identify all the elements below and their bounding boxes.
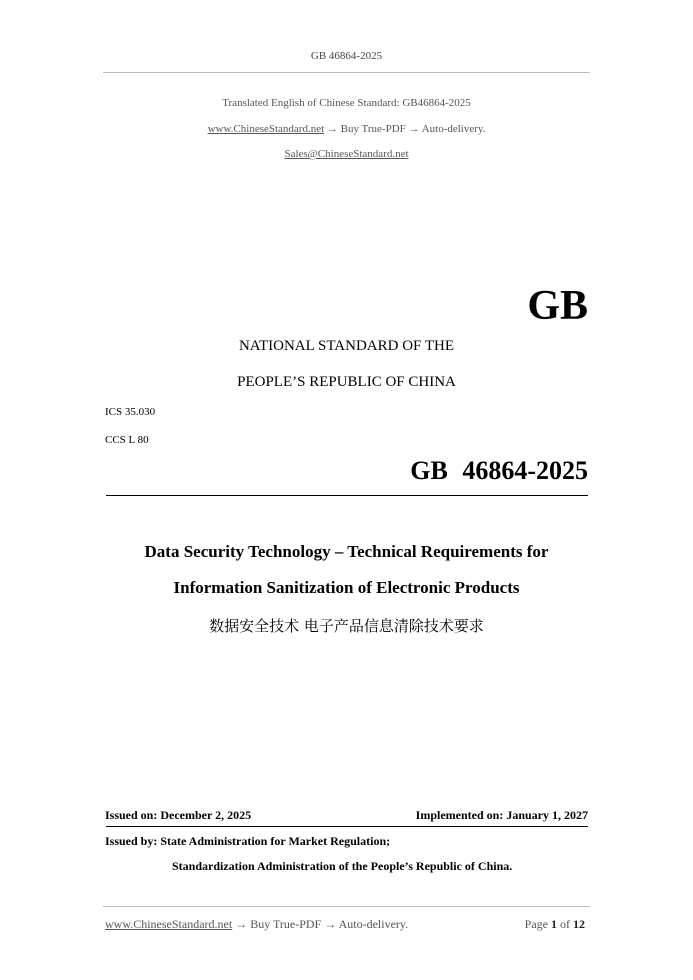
site-link[interactable]: www.ChineseStandard.net: [207, 123, 325, 135]
page-label: Page: [524, 917, 548, 931]
translation-notice: Translated English of Chinese Standard: GB46864-2025: [222, 97, 471, 109]
arrow-right-icon: →: [408, 123, 420, 135]
page-number: [525, 917, 585, 932]
title-line2: Information Sanitization of Electronic Products: [173, 578, 520, 597]
footer-purchase-line: [105, 917, 408, 932]
footer-delivery-text: Auto-delivery.: [338, 917, 409, 931]
issued-on: Issued on: December 2, 2025: [105, 808, 252, 822]
arrow-right-icon: →: [324, 917, 337, 931]
issued-by-line1: Issued by: State Administration for Market Regulation;: [105, 834, 391, 848]
footer-site-link[interactable]: www.ChineseStandard.net: [105, 917, 233, 931]
arrow-right-icon: →: [326, 123, 338, 135]
issued-by-line2: Standardization Administration of the People’s Republic of China.: [172, 859, 513, 873]
email-link[interactable]: Sales@ChineseStandard.net: [284, 148, 409, 160]
title-divider: [106, 495, 588, 496]
title-chinese: 数据安全技术 电子产品信息清除技术要求: [209, 617, 484, 635]
delivery-text: Auto-delivery.: [421, 123, 486, 135]
footer-buy-text: Buy True-PDF: [250, 917, 322, 931]
arrow-right-icon: →: [235, 917, 248, 931]
purchase-line: [0, 123, 693, 135]
footer-divider: [103, 906, 590, 907]
implemented-on: Implemented on: January 1, 2027: [415, 808, 588, 822]
title-line1: Data Security Technology – Technical Requirements for: [144, 542, 549, 561]
ccs-code: CCS L 80: [105, 434, 149, 446]
national-standard-line2: PEOPLE’S REPUBLIC OF CHINA: [237, 374, 456, 390]
email-line: [0, 148, 693, 160]
ics-code: ICS 35.030: [105, 406, 156, 418]
header-divider: [103, 72, 590, 73]
page-current: 1: [551, 917, 557, 931]
page-of: of: [560, 917, 570, 931]
gb-mark: GB: [527, 283, 588, 329]
issue-divider: [106, 826, 588, 827]
page-total: 12: [573, 917, 585, 931]
national-standard-line1: NATIONAL STANDARD OF THE: [238, 338, 455, 354]
buy-text: Buy True-PDF: [340, 123, 406, 135]
running-header: GB 46864-2025: [310, 50, 383, 62]
standard-number: GB 46864-2025: [410, 456, 588, 485]
